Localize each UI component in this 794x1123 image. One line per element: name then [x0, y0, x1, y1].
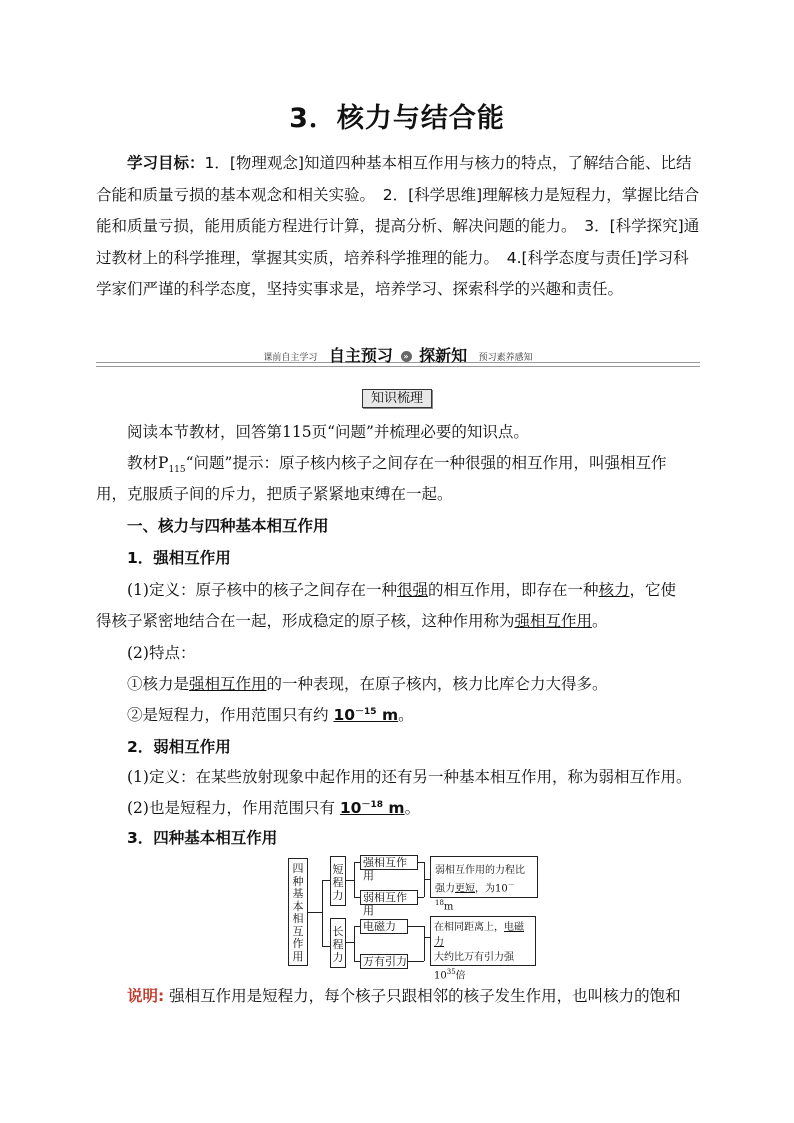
connector: [408, 961, 424, 962]
subheading-four: 3．四种基本相互作用: [127, 829, 278, 847]
learning-objectives: [96, 148, 700, 306]
note-text: 强相互作用是短程力，每个核子只跟相邻的核子发生作用，也叫核力的饱和: [164, 987, 681, 1005]
objectives-text: 1．[物理观念]知道四种基本相互作用与核力的特点，了解结合能、比结合能和质量亏损的基本观念和相关实验。 2．[科学思维]理解核力是短程力，掌握比结合能和质量亏损，能用质能方程进行计算，提高分析、解决问题的能力。 3．[科学探究]通过教材上的科学推理，掌握其实质，培养科学推理的能力。 4.[科学态度与责任]学习科学家们严谨的科学态度，坚持实事求是，培养学习、探索科学的兴趣和责任。: [96, 154, 700, 299]
connector: [408, 926, 424, 927]
diagram-long-range: 长程力: [330, 918, 346, 968]
note-label: 说明:: [127, 987, 165, 1005]
connector: [322, 880, 330, 881]
feature-1: ①核力是强相互作用的一种表现，在原子核内，核力比库仑力大得多。: [127, 675, 608, 693]
hint-line-2: 用，克服质子间的斥力，把质子紧紧地束缚在一起。: [96, 485, 453, 503]
diagram-short-range: 短程力: [330, 856, 346, 906]
knowledge-tag-wrapper: [0, 387, 794, 408]
weak-range: (2)也是短程力，作用范围只有 $10^{-18}$ m。: [127, 799, 421, 817]
connector: [354, 862, 355, 897]
connector: [418, 897, 424, 898]
strong-def-line-1: (1)定义：原子核中的核子之间存在一种很强的相互作用，即存在一种核力，它使: [127, 581, 677, 599]
banner-right-caption: 预习素养感知: [478, 353, 533, 363]
connector: [346, 880, 354, 881]
banner-arrow-icon: »: [401, 351, 412, 362]
page-title: 3．核力与结合能: [289, 103, 505, 134]
note-line: [127, 984, 731, 1006]
diagram-weak: 弱相互作用: [360, 890, 418, 905]
banner-main-1: 自主预习: [328, 346, 393, 365]
subheading-weak: 2．弱相互作用: [127, 738, 231, 756]
objectives-label: 学习目标：: [127, 154, 205, 172]
interactions-diagram: [288, 852, 538, 982]
subheading-strong: 1．强相互作用: [127, 549, 231, 567]
strong-def-line-2: 得核子紧密地结合在一起，形成稳定的原子核，这种作用称为强相互作用。: [96, 612, 608, 630]
diagram-strong: 强相互作用: [360, 855, 418, 870]
diagram-root: 四种基本相互作用: [288, 858, 308, 966]
connector: [424, 926, 425, 961]
section-heading-1: 一、核力与四种基本相互作用: [127, 517, 329, 535]
feature-label: (2)特点：: [127, 644, 196, 662]
connector: [322, 880, 323, 946]
diagram-grav: 万有引力: [360, 954, 408, 969]
diagram-em: 电磁力: [360, 919, 408, 934]
intro-text: 阅读本节教材，回答第115页“问题”并梳理必要的知识点。: [127, 423, 529, 441]
connector: [346, 942, 354, 943]
diagram-short-note: 弱相互作用的力程比 强力更短，为$10^{-18}m$: [430, 856, 538, 898]
connector: [322, 946, 330, 947]
knowledge-tag: 知识梳理: [362, 389, 432, 408]
connector: [354, 926, 355, 961]
diagram-long-note: 在相同距离上，电磁力 大约比万有引力强 $10^{35}$倍: [430, 916, 536, 966]
hint-line-1: 教材$P_{115}“$问题”提示：原子核内核子之间存在一种很强的相互作用，叫强相互作: [127, 454, 667, 476]
weak-definition: (1)定义：在某些放射现象中起作用的还有另一种基本相互作用，称为弱相互作用。: [127, 768, 692, 786]
feature-2: ②是短程力，作用范围只有约 $10^{-15}$ m。: [127, 706, 414, 724]
section-banner: [96, 343, 700, 367]
connector: [308, 912, 322, 913]
banner-main-2: 探新知: [419, 346, 468, 365]
banner-left-caption: 课前自主学习: [263, 353, 318, 363]
